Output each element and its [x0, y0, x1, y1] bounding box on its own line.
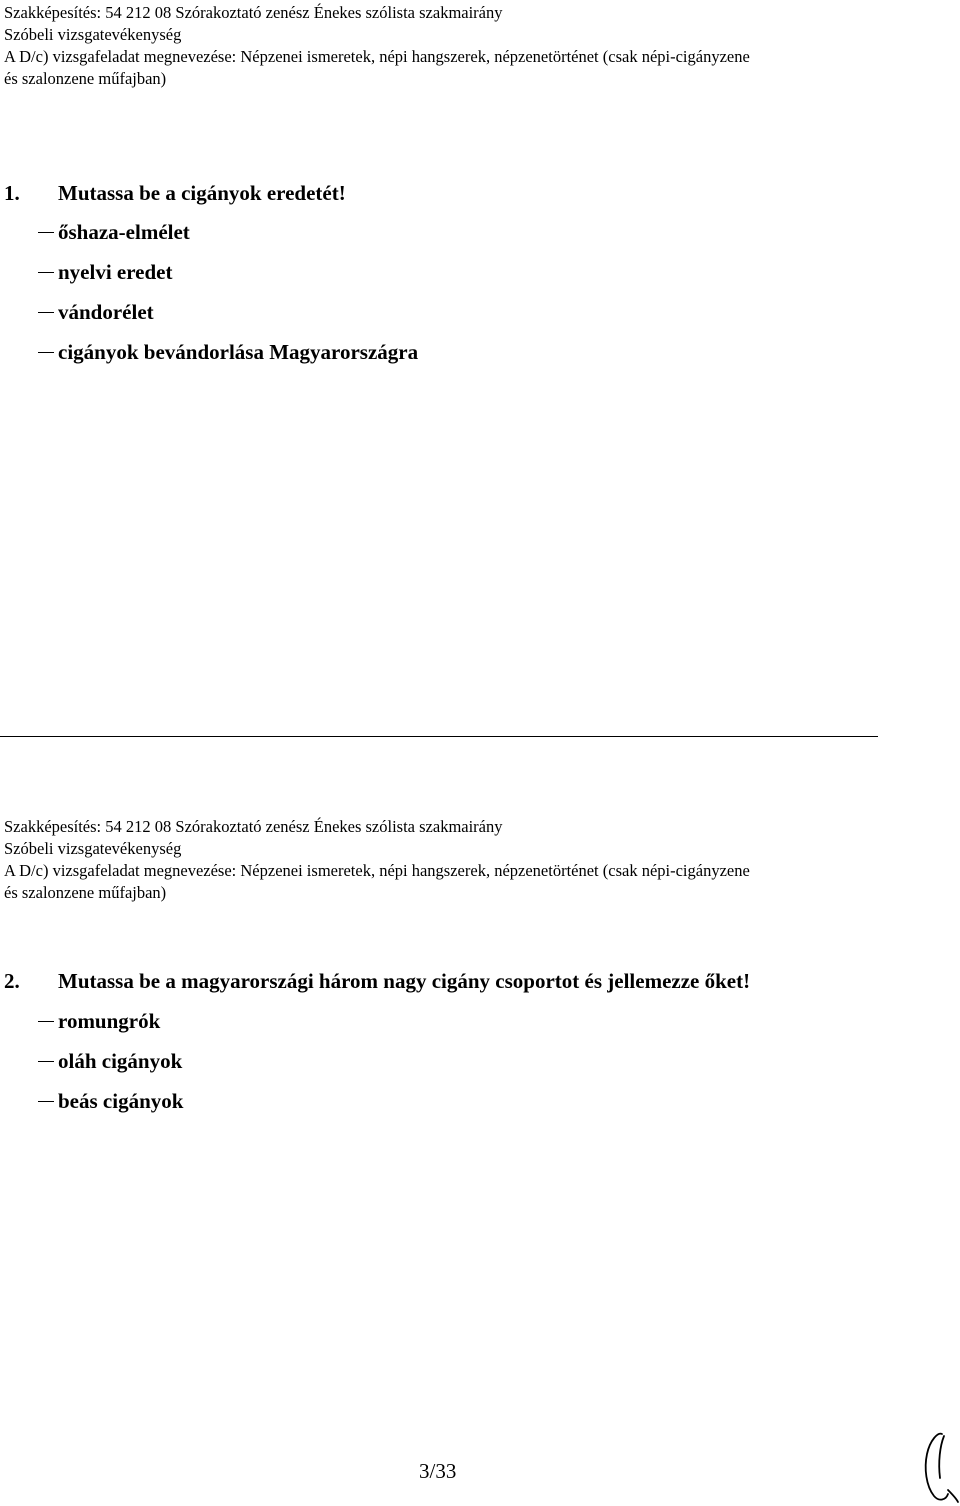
list-item-text: nyelvi eredet	[58, 260, 173, 284]
dash-bullet-icon	[38, 232, 54, 233]
header-task-name-cont: és szalonzene műfajban)	[4, 69, 167, 88]
list-item	[38, 1048, 183, 1088]
dash-bullet-icon	[38, 312, 54, 313]
question-2	[4, 968, 750, 994]
list-item-text: oláh cigányok	[58, 1049, 183, 1073]
question-text: Mutassa be a magyarországi három nagy cigány csoportot és jellemezze őket!	[58, 969, 751, 993]
list-item	[38, 1008, 183, 1048]
question-number: 1.	[4, 181, 20, 205]
list-item-text: beás cigányok	[58, 1089, 184, 1113]
dash-bullet-icon	[38, 1061, 54, 1062]
header-qualification: Szakképesítés: 54 212 08 Szórakoztató zenész Énekes szólista szakmairány	[4, 3, 503, 22]
list-item-text: romungrók	[58, 1009, 161, 1033]
dash-bullet-icon	[38, 1101, 54, 1102]
answer-list-1	[38, 219, 418, 379]
page-divider	[0, 736, 878, 737]
question-text: Mutassa be a cigányok eredetét!	[58, 181, 346, 205]
page-header-second	[4, 816, 750, 904]
list-item	[38, 1088, 183, 1128]
page-header-top	[4, 2, 750, 90]
header-task-name-cont: és szalonzene műfajban)	[4, 883, 167, 902]
list-item	[38, 299, 418, 339]
list-item	[38, 259, 418, 299]
list-item-text: vándorélet	[58, 300, 154, 324]
header-exam-activity: Szóbeli vizsgatevékenység	[4, 25, 182, 44]
question-number: 2.	[4, 969, 20, 993]
handwritten-signature-icon	[918, 1428, 960, 1504]
header-task-name: A D/c) vizsgafeladat megnevezése: Népzenei ismeretek, népi hangszerek, népzenetörténet (csak népi-cigányzene	[4, 47, 750, 66]
list-item	[38, 339, 418, 379]
list-item-text: őshaza-elmélet	[58, 220, 190, 244]
page-number: 3/33	[419, 1459, 457, 1483]
list-item	[38, 219, 418, 259]
question-1	[4, 180, 346, 206]
header-qualification: Szakképesítés: 54 212 08 Szórakoztató zenész Énekes szólista szakmairány	[4, 817, 503, 836]
dash-bullet-icon	[38, 272, 54, 273]
dash-bullet-icon	[38, 1021, 54, 1022]
header-task-name: A D/c) vizsgafeladat megnevezése: Népzenei ismeretek, népi hangszerek, népzenetörténet (csak népi-cigányzene	[4, 861, 750, 880]
answer-list-2	[38, 1008, 183, 1128]
list-item-text: cigányok bevándorlása Magyarországra	[58, 340, 419, 364]
dash-bullet-icon	[38, 352, 54, 353]
header-exam-activity: Szóbeli vizsgatevékenység	[4, 839, 182, 858]
